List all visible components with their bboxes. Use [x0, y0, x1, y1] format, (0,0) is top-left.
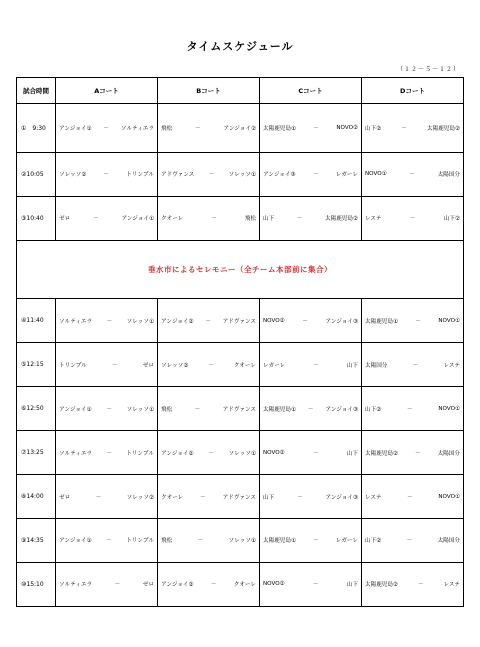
- match-pair: [362, 405, 463, 413]
- home-team: ソルティエラ: [59, 450, 93, 457]
- vs-separator: －: [208, 362, 214, 369]
- home-team: ソルティエラ: [59, 582, 93, 589]
- court-cell: [158, 104, 260, 153]
- home-team: 太陽国分: [365, 362, 388, 369]
- court-cell: [56, 387, 158, 431]
- match-pair: [56, 124, 157, 132]
- vs-separator: －: [195, 125, 201, 132]
- match-pair: [260, 317, 361, 325]
- away-team: 太陽鹿児島②: [427, 125, 460, 132]
- match-pair: [158, 170, 259, 178]
- match-pair: [362, 361, 463, 369]
- vs-separator: －: [312, 582, 319, 589]
- away-team: アドヴァンス: [222, 318, 256, 325]
- vs-separator: －: [417, 582, 424, 589]
- home-team: アンジョイ①: [59, 125, 92, 132]
- vs-separator: －: [414, 450, 421, 457]
- home-team: NOVO②: [263, 449, 285, 456]
- court-cell: [56, 299, 158, 343]
- home-team: 太陽鹿児島①: [263, 125, 296, 132]
- vs-separator: －: [106, 406, 112, 413]
- court-cell: [260, 104, 362, 153]
- vs-separator: －: [406, 538, 413, 545]
- vs-separator: －: [114, 582, 121, 589]
- vs-separator: －: [197, 538, 204, 545]
- home-team: アンジョイ②: [161, 450, 194, 457]
- away-team: 山下: [346, 582, 358, 589]
- vs-separator: －: [194, 406, 201, 413]
- match-time: ③10:40: [17, 196, 56, 240]
- match-time: ②10:05: [17, 152, 56, 196]
- home-team: 太陽鹿児島①: [365, 318, 398, 325]
- vs-separator: －: [313, 125, 319, 132]
- match-pair: [260, 580, 361, 588]
- away-team: 山下: [346, 362, 358, 369]
- match-pair: [362, 536, 463, 544]
- match-pair: [260, 449, 361, 457]
- court-cell: [158, 562, 260, 606]
- home-team: ゼロ: [59, 494, 71, 501]
- home-team: 山下: [263, 494, 275, 501]
- schedule-date: （１２－５－１２）: [396, 66, 460, 73]
- vs-separator: －: [208, 450, 214, 457]
- match-pair: [260, 170, 361, 178]
- vs-separator: －: [106, 318, 113, 325]
- vs-separator: －: [401, 125, 407, 132]
- away-team: NOVO①: [438, 317, 460, 324]
- page-title: タイムスケジュール: [186, 40, 294, 53]
- match-pair: [158, 124, 259, 132]
- schedule-table: [16, 77, 464, 607]
- match-row: [17, 299, 464, 343]
- home-team: ソレッソ②: [161, 362, 189, 369]
- court-cell: [56, 518, 158, 562]
- court-cell: [158, 152, 260, 196]
- court-cell: [56, 196, 158, 240]
- match-pair: [260, 361, 361, 369]
- home-team: 太陽鹿児島②: [365, 450, 398, 457]
- court-cell: [260, 387, 362, 431]
- match-time: ① 9:30: [17, 104, 56, 153]
- away-team: アドヴァンス: [222, 494, 256, 501]
- away-team: レステ: [443, 582, 460, 589]
- court-cell: [158, 343, 260, 387]
- ceremony-row: [17, 240, 464, 299]
- away-team: アンジョイ③: [325, 318, 358, 325]
- match-pair: [158, 361, 259, 369]
- away-team: 太陽国分: [437, 450, 460, 457]
- home-team: アンジョイ①: [59, 538, 92, 545]
- home-team: 太陽鹿児島①: [263, 538, 296, 545]
- court-cell: [260, 343, 362, 387]
- header-row: [17, 78, 464, 104]
- court-cell: [56, 562, 158, 606]
- vs-separator: －: [106, 538, 112, 545]
- away-team: アンジョイ③: [325, 494, 358, 501]
- home-team: NOVO②: [263, 581, 285, 588]
- home-team: 飛松: [161, 538, 173, 545]
- away-team: 山下: [346, 450, 358, 457]
- match-pair: [158, 317, 259, 325]
- header-court-c: Cコート: [260, 78, 362, 104]
- vs-separator: －: [312, 450, 319, 457]
- match-pair: [260, 124, 361, 132]
- court-cell: [260, 431, 362, 475]
- court-cell: [56, 475, 158, 519]
- home-team: クオーレ: [161, 494, 184, 501]
- vs-separator: －: [313, 362, 319, 369]
- court-cell: [362, 387, 464, 431]
- match-row: [17, 562, 464, 606]
- match-pair: [56, 405, 157, 413]
- match-row: [17, 104, 464, 153]
- vs-separator: －: [407, 494, 413, 501]
- match-pair: [56, 170, 157, 178]
- home-team: 山下②: [365, 406, 382, 413]
- vs-separator: －: [103, 172, 110, 179]
- match-row: [17, 196, 464, 240]
- match-row: [17, 518, 464, 562]
- vs-separator: －: [312, 172, 319, 179]
- court-cell: [158, 387, 260, 431]
- header-court-a: Aコート: [56, 78, 158, 104]
- vs-separator: －: [103, 125, 109, 132]
- match-pair: [362, 214, 463, 222]
- match-pair: [362, 449, 463, 457]
- ceremony-notice: 垂水市によるセレモニー（全チーム本部前に集合）: [17, 240, 464, 299]
- vs-separator: －: [406, 406, 413, 413]
- away-team: アンジョイ①: [121, 216, 154, 223]
- court-cell: [260, 299, 362, 343]
- match-pair: [260, 405, 361, 413]
- court-cell: [260, 562, 362, 606]
- home-team: レステ: [365, 216, 382, 223]
- match-time: ⑧14:00: [17, 475, 56, 519]
- match-pair: [56, 580, 157, 588]
- vs-separator: －: [307, 406, 314, 413]
- court-cell: [158, 431, 260, 475]
- court-cell: [260, 196, 362, 240]
- home-team: アンジョイ③: [263, 172, 296, 179]
- home-team: ゼロ: [59, 216, 71, 223]
- court-cell: [362, 152, 464, 196]
- home-team: NOVO①: [365, 171, 387, 178]
- home-team: NOVO②: [263, 317, 285, 324]
- match-row: [17, 387, 464, 431]
- away-team: クオーレ: [233, 362, 256, 369]
- match-pair: [158, 449, 259, 457]
- match-time: ⑦13:25: [17, 431, 56, 475]
- court-cell: [362, 196, 464, 240]
- vs-separator: －: [205, 318, 211, 325]
- home-team: レステ: [365, 494, 382, 501]
- header-court-d: Dコート: [362, 78, 464, 104]
- schedule-body: [17, 104, 464, 607]
- vs-separator: －: [111, 362, 118, 369]
- home-team: クオーレ: [161, 216, 184, 223]
- home-team: ソルティエラ: [59, 318, 93, 325]
- away-team: アドヴァンス: [222, 406, 256, 413]
- court-cell: [362, 104, 464, 153]
- away-team: トリンプル: [126, 172, 154, 179]
- vs-separator: －: [211, 216, 217, 223]
- match-pair: [158, 214, 259, 222]
- court-cell: [362, 562, 464, 606]
- match-row: [17, 431, 464, 475]
- vs-separator: －: [208, 172, 215, 179]
- away-team: 太陽国分: [437, 538, 460, 545]
- away-team: ソルティエラ: [120, 125, 154, 132]
- home-team: トリンプル: [59, 362, 87, 369]
- away-team: トリンプル: [126, 538, 154, 545]
- match-pair: [158, 536, 259, 544]
- match-time: ⑨14:35: [17, 518, 56, 562]
- match-pair: [56, 361, 157, 369]
- away-team: レステ: [443, 362, 460, 369]
- vs-separator: －: [297, 494, 303, 501]
- vs-separator: －: [415, 318, 421, 325]
- header-court-b: Bコート: [158, 78, 260, 104]
- court-cell: [56, 431, 158, 475]
- court-cell: [260, 518, 362, 562]
- court-cell: [260, 475, 362, 519]
- court-cell: [362, 343, 464, 387]
- away-team: トリンプル: [126, 450, 154, 457]
- home-team: 飛松: [161, 125, 173, 132]
- home-team: アンジョイ①: [59, 406, 92, 413]
- match-row: [17, 152, 464, 196]
- vs-separator: －: [412, 362, 419, 369]
- match-pair: [260, 214, 361, 222]
- away-team: ゼロ: [142, 582, 154, 589]
- home-team: レガーレ: [263, 362, 286, 369]
- away-team: NOVO②: [336, 124, 358, 131]
- vs-separator: －: [95, 494, 102, 501]
- court-cell: [158, 518, 260, 562]
- header-time: 試合時間: [17, 78, 56, 104]
- match-pair: [56, 536, 157, 544]
- court-cell: [362, 518, 464, 562]
- home-team: 山下②: [365, 538, 382, 545]
- away-team: ソレッソ②: [126, 494, 154, 501]
- court-cell: [362, 475, 464, 519]
- match-pair: [158, 493, 259, 501]
- match-row: [17, 343, 464, 387]
- away-team: ソレッソ①: [126, 318, 154, 325]
- away-team: クオーレ: [233, 582, 256, 589]
- away-team: 太陽鹿児島②: [325, 216, 358, 223]
- match-time: ⑤12:15: [17, 343, 56, 387]
- match-time: ⑩15:10: [17, 562, 56, 606]
- court-cell: [362, 299, 464, 343]
- away-team: レガーレ: [335, 172, 358, 179]
- match-pair: [56, 214, 157, 222]
- away-team: 山下②: [443, 216, 460, 223]
- match-pair: [362, 580, 463, 588]
- home-team: 飛松: [161, 406, 173, 413]
- match-pair: [362, 317, 463, 325]
- away-team: アンジョイ②: [223, 125, 256, 132]
- home-team: ソレッソ②: [59, 172, 87, 179]
- vs-separator: －: [409, 172, 415, 179]
- match-pair: [56, 449, 157, 457]
- court-cell: [158, 475, 260, 519]
- match-pair: [56, 493, 157, 501]
- home-team: 太陽鹿児島①: [263, 406, 296, 413]
- match-pair: [362, 124, 463, 132]
- court-cell: [362, 431, 464, 475]
- vs-separator: －: [296, 216, 303, 223]
- match-pair: [158, 405, 259, 413]
- vs-separator: －: [93, 216, 99, 223]
- away-team: NOVO①: [438, 405, 460, 412]
- away-team: ソレッソ①: [228, 450, 256, 457]
- home-team: 山下: [263, 216, 275, 223]
- home-team: アンジョイ②: [161, 318, 194, 325]
- match-row: [17, 475, 464, 519]
- away-team: ソレッソ①: [126, 406, 154, 413]
- away-team: ゼロ: [142, 362, 154, 369]
- vs-separator: －: [302, 318, 308, 325]
- away-team: ソレッソ①: [228, 538, 256, 545]
- vs-separator: －: [210, 582, 217, 589]
- match-pair: [362, 170, 463, 178]
- away-team: NOVO①: [438, 493, 460, 500]
- home-team: アンジョイ②: [161, 582, 194, 589]
- home-team: 太陽鹿児島②: [365, 582, 398, 589]
- match-time: ⑥12:50: [17, 387, 56, 431]
- court-cell: [56, 343, 158, 387]
- schedule-header: [17, 78, 464, 104]
- home-team: アドヴァンス: [161, 172, 195, 179]
- away-team: レガーレ: [335, 538, 358, 545]
- home-team: 山下②: [365, 125, 382, 132]
- vs-separator: －: [409, 216, 416, 223]
- match-pair: [56, 317, 157, 325]
- court-cell: [158, 299, 260, 343]
- away-team: アンジョイ③: [325, 406, 358, 413]
- court-cell: [158, 196, 260, 240]
- away-team: ソレッソ①: [228, 172, 256, 179]
- away-team: 太陽国分: [437, 172, 460, 179]
- match-pair: [158, 580, 259, 588]
- match-time: ④11:40: [17, 299, 56, 343]
- match-pair: [362, 493, 463, 501]
- vs-separator: －: [200, 494, 206, 501]
- court-cell: [56, 152, 158, 196]
- vs-separator: －: [313, 538, 319, 545]
- court-cell: [260, 152, 362, 196]
- away-team: 飛松: [244, 216, 256, 223]
- match-pair: [260, 493, 361, 501]
- match-pair: [260, 536, 361, 544]
- court-cell: [56, 104, 158, 153]
- vs-separator: －: [106, 450, 112, 457]
